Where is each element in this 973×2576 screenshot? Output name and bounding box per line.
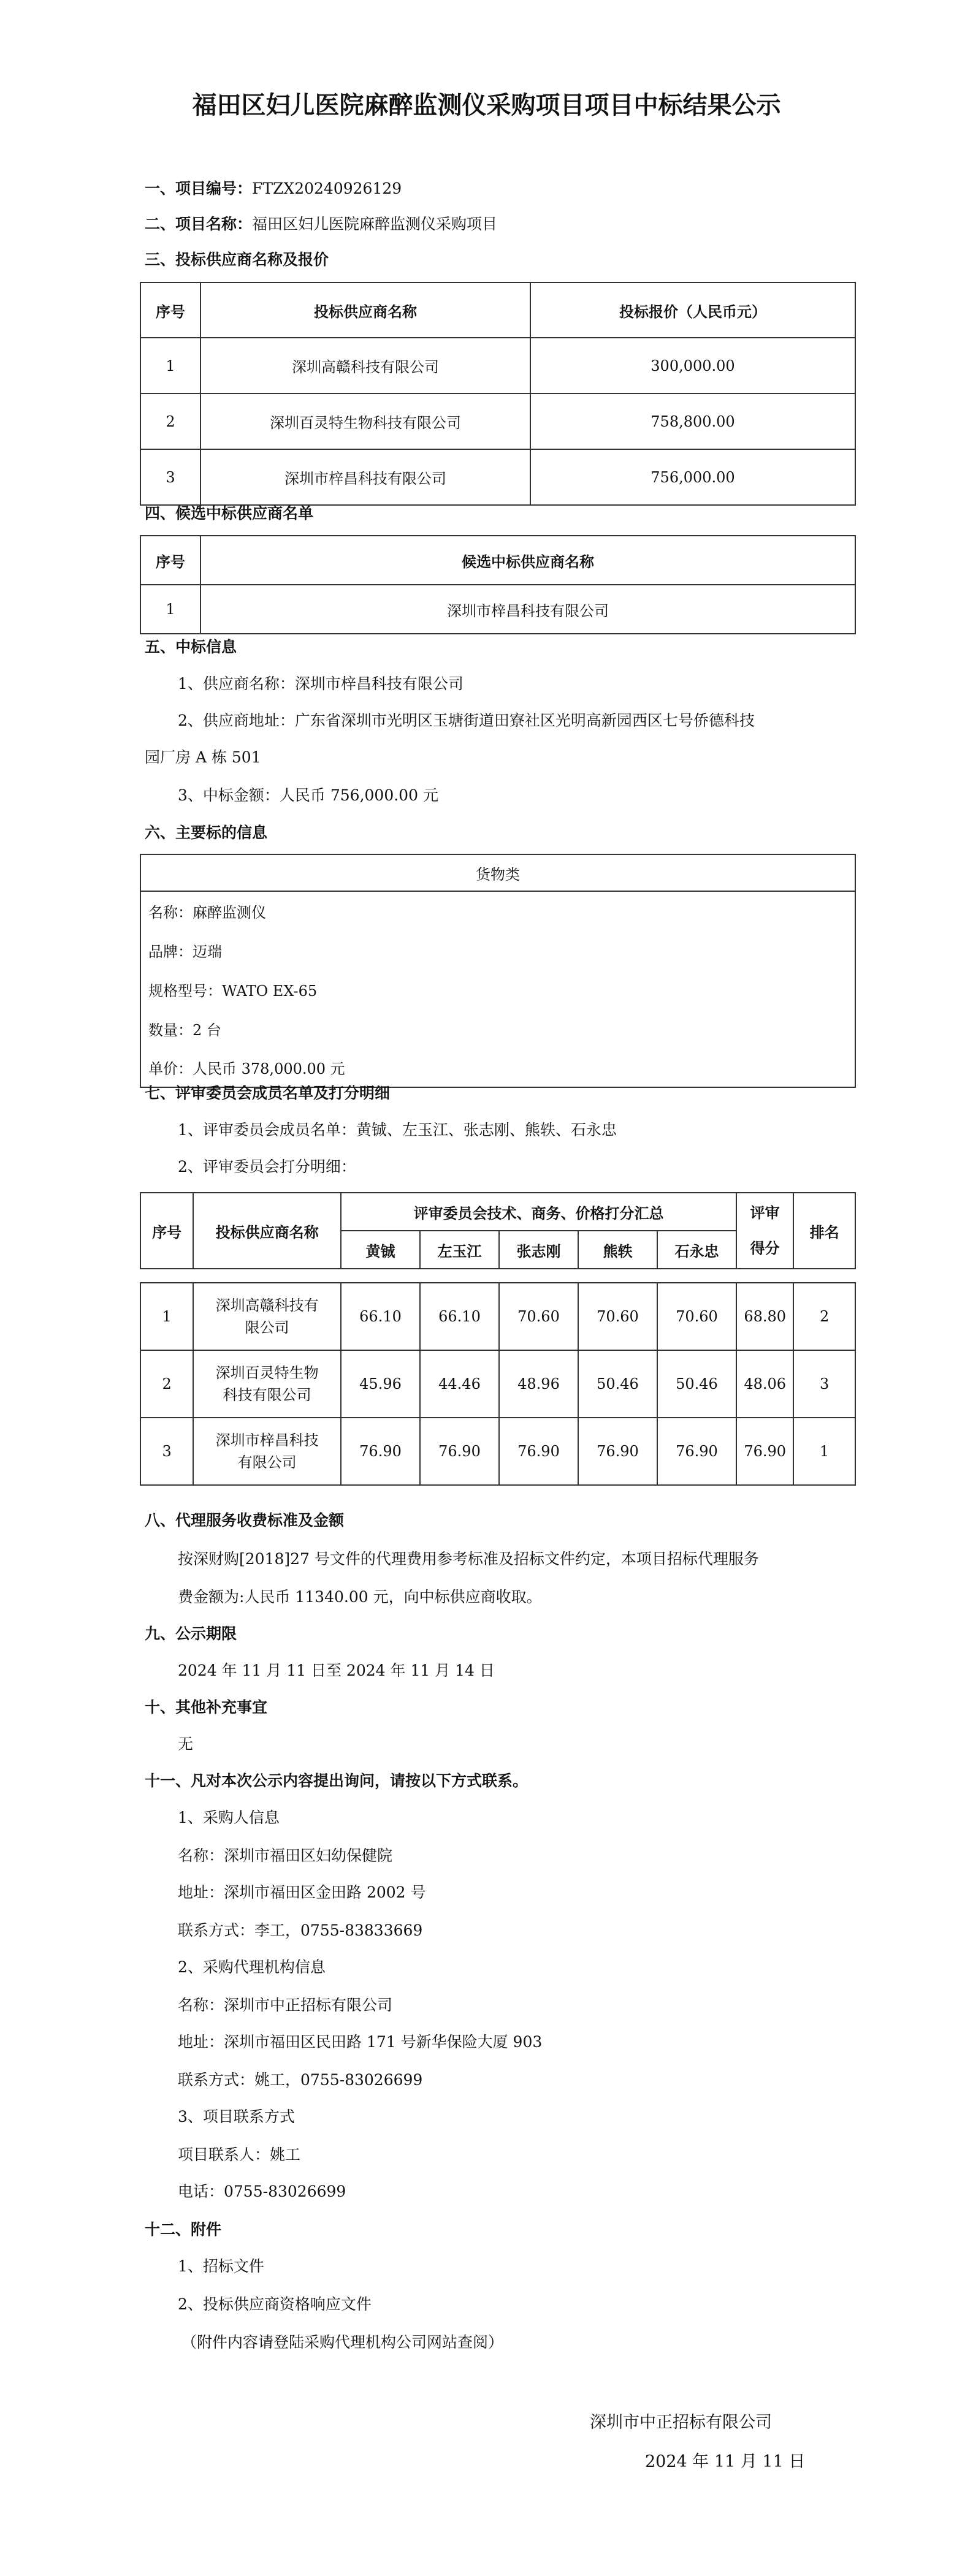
agency-fee-text: 按深财购[2018]27 号文件的代理费用参考标准及招标文件约定，本项目招标代理服务 [178, 1550, 759, 1568]
buyer-name: 名称：深圳市福田区妇幼保健院 [178, 1847, 393, 1864]
agency-fee-text-cont: 费金额为:人民币 11340.00 元，向中标供应商收取。 [178, 1588, 542, 1606]
score-cell: 70.60 [657, 1283, 736, 1350]
candidate-header-name: 候选中标供应商名称 [200, 536, 855, 585]
candidate-cell-seq: 1 [140, 585, 200, 634]
score-cell: 76.90 [499, 1418, 578, 1485]
bid-cell-supplier: 深圳百灵特生物科技有限公司 [200, 393, 530, 449]
bid-cell-seq: 3 [140, 449, 200, 505]
score-cell-supplier: 深圳市梓昌科技 有限公司 [193, 1418, 341, 1485]
goods-item: 单价：人民币 378,000.00 元 [140, 1048, 855, 1087]
committee-scores-label: 2、评审委员会打分明细： [178, 1158, 356, 1176]
goods-item: 数量：2 台 [140, 1009, 855, 1048]
winner-amount: 3、中标金额：人民币 756,000.00 元 [178, 786, 438, 804]
list-item [140, 970, 855, 1009]
table-row [140, 449, 855, 505]
bid-cell-supplier: 深圳高赣科技有限公司 [200, 338, 530, 393]
buyer-heading: 1、采购人信息 [178, 1809, 280, 1826]
project-name-value: 福田区妇儿医院麻醉监测仪采购项目 [252, 215, 498, 233]
list-item [140, 1048, 855, 1087]
candidate-table-header [140, 536, 855, 585]
table-row [140, 585, 855, 634]
supplementary-text: 无 [178, 1735, 194, 1753]
project-number-label: 一、项目编号： [145, 180, 253, 197]
bid-cell-price: 300,000.00 [530, 338, 855, 393]
section10-heading: 十、其他补充事宜 [145, 1698, 268, 1716]
section7-heading: 七、评审委员会成员名单及打分明细 [145, 1084, 391, 1102]
bid-header-supplier: 投标供应商名称 [200, 283, 530, 338]
signature-date: 2024 年 11 月 11 日 [645, 2452, 806, 2471]
score-cell: 50.46 [657, 1350, 736, 1418]
table-row [140, 1350, 855, 1418]
score-cell: 45.96 [341, 1350, 420, 1418]
project-contact-phone: 电话：0755-83026699 [178, 2183, 346, 2200]
score-cell-rank: 3 [793, 1350, 855, 1418]
score-header-avg: 评审 得分 [736, 1193, 793, 1269]
agency-name: 名称：深圳市中正招标有限公司 [178, 1996, 393, 2014]
goods-table [140, 854, 856, 1088]
score-header-member: 张志刚 [499, 1231, 578, 1269]
goods-category-row [140, 854, 855, 891]
score-cell-rank: 1 [793, 1418, 855, 1485]
project-contact-heading: 3、项目联系方式 [178, 2108, 295, 2126]
bid-header-seq: 序号 [140, 283, 200, 338]
score-cell-avg: 48.06 [736, 1350, 793, 1418]
attachment-item: 1、招标文件 [178, 2257, 264, 2275]
score-cell-seq: 1 [140, 1283, 193, 1350]
candidate-header-seq: 序号 [140, 536, 200, 585]
bid-cell-price: 756,000.00 [530, 449, 855, 505]
section6-heading: 六、主要标的信息 [145, 824, 268, 842]
bid-cell-price: 758,800.00 [530, 393, 855, 449]
section3-heading: 三、投标供应商名称及报价 [145, 251, 329, 268]
table-row [140, 1283, 855, 1350]
score-header-member: 黄铖 [341, 1231, 420, 1269]
goods-item: 规格型号：WATO EX-65 [140, 970, 855, 1009]
score-table [140, 1282, 856, 1486]
score-cell: 70.60 [578, 1283, 657, 1350]
score-table-header [140, 1192, 856, 1269]
score-header-member: 石永忠 [657, 1231, 736, 1269]
section4-heading: 四、候选中标供应商名单 [145, 504, 314, 522]
winner-address: 2、供应商地址：广东省深圳市光明区玉塘街道田寮社区光明高新园西区七号侨德科技 [178, 712, 755, 729]
bid-table [140, 282, 856, 506]
bid-cell-seq: 1 [140, 338, 200, 393]
score-header-seq: 序号 [140, 1193, 193, 1269]
project-number-value: FTZX20240926129 [252, 180, 402, 197]
goods-item: 名称：麻醉监测仪 [140, 891, 855, 930]
score-cell: 76.90 [578, 1418, 657, 1485]
attachment-item: 2、投标供应商资格响应文件 [178, 2295, 372, 2313]
score-cell-supplier: 深圳百灵特生物 科技有限公司 [193, 1350, 341, 1418]
bid-cell-seq: 2 [140, 393, 200, 449]
score-cell: 44.46 [420, 1350, 499, 1418]
score-cell: 66.10 [420, 1283, 499, 1350]
agency-address: 地址：深圳市福田区民田路 171 号新华保险大厦 903 [178, 2033, 543, 2051]
section8-heading: 八、代理服务收费标准及金额 [145, 1511, 345, 1529]
bid-cell-supplier: 深圳市梓昌科技有限公司 [200, 449, 530, 505]
score-header-supplier: 投标供应商名称 [193, 1193, 341, 1269]
table-row [140, 338, 855, 393]
candidate-table [140, 535, 856, 634]
project-contact-person: 项目联系人：姚工 [178, 2146, 301, 2164]
section12-heading: 十二、附件 [145, 2221, 222, 2238]
buyer-address: 地址：深圳市福田区金田路 2002 号 [178, 1883, 426, 1901]
score-header-member: 左玉江 [420, 1231, 499, 1269]
section5-heading: 五、中标信息 [145, 638, 237, 656]
section9-heading: 九、公示期限 [145, 1625, 237, 1643]
score-cell: 76.90 [420, 1418, 499, 1485]
project-name-line [145, 215, 497, 234]
winner-name: 1、供应商名称：深圳市梓昌科技有限公司 [178, 675, 464, 693]
goods-category: 货物类 [140, 854, 855, 891]
project-number-line [145, 179, 402, 199]
bid-table-header [140, 283, 855, 338]
score-cell: 76.90 [341, 1418, 420, 1485]
table-row [140, 1418, 855, 1485]
bid-header-price: 投标报价（人民币元） [530, 283, 855, 338]
score-cell: 66.10 [341, 1283, 420, 1350]
score-cell: 76.90 [657, 1418, 736, 1485]
list-item [140, 891, 855, 930]
score-cell: 50.46 [578, 1350, 657, 1418]
score-header-group: 评审委员会技术、商务、价格打分汇总 [341, 1193, 736, 1231]
table-row [140, 393, 855, 449]
score-cell-seq: 3 [140, 1418, 193, 1485]
agency-contact: 联系方式：姚工，0755-83026699 [178, 2071, 423, 2089]
agency-heading: 2、采购代理机构信息 [178, 1958, 326, 1976]
score-cell: 70.60 [499, 1283, 578, 1350]
document-title: 福田区妇儿医院麻醉监测仪采购项目项目中标结果公示 [192, 91, 781, 120]
buyer-contact: 联系方式：李工，0755-83833669 [178, 1921, 423, 1939]
score-cell-avg: 76.90 [736, 1418, 793, 1485]
list-item [140, 1009, 855, 1048]
goods-item: 品牌：迈瑞 [140, 930, 855, 970]
list-item [140, 930, 855, 970]
committee-members: 1、评审委员会成员名单：黄铖、左玉江、张志刚、熊轶、石永忠 [178, 1121, 617, 1139]
score-cell-rank: 2 [793, 1283, 855, 1350]
score-header-rank: 排名 [793, 1193, 855, 1269]
project-name-label: 二、项目名称： [145, 215, 253, 233]
signature-company: 深圳市中正招标有限公司 [590, 2413, 772, 2432]
score-cell-supplier: 深圳高赣科技有 限公司 [193, 1283, 341, 1350]
score-cell-seq: 2 [140, 1350, 193, 1418]
section11-heading: 十一、凡对本次公示内容提出询问，请按以下方式联系。 [145, 1772, 528, 1790]
winner-address-cont: 园厂房 A 栋 501 [145, 748, 261, 766]
score-header-member: 熊轶 [578, 1231, 657, 1269]
publicity-period: 2024 年 11 月 11 日至 2024 年 11 月 14 日 [178, 1662, 495, 1679]
candidate-cell-name: 深圳市梓昌科技有限公司 [200, 585, 855, 634]
score-cell-avg: 68.80 [736, 1283, 793, 1350]
score-cell: 48.96 [499, 1350, 578, 1418]
attachment-note: （附件内容请登陆采购代理机构公司网站查阅） [181, 2333, 504, 2351]
